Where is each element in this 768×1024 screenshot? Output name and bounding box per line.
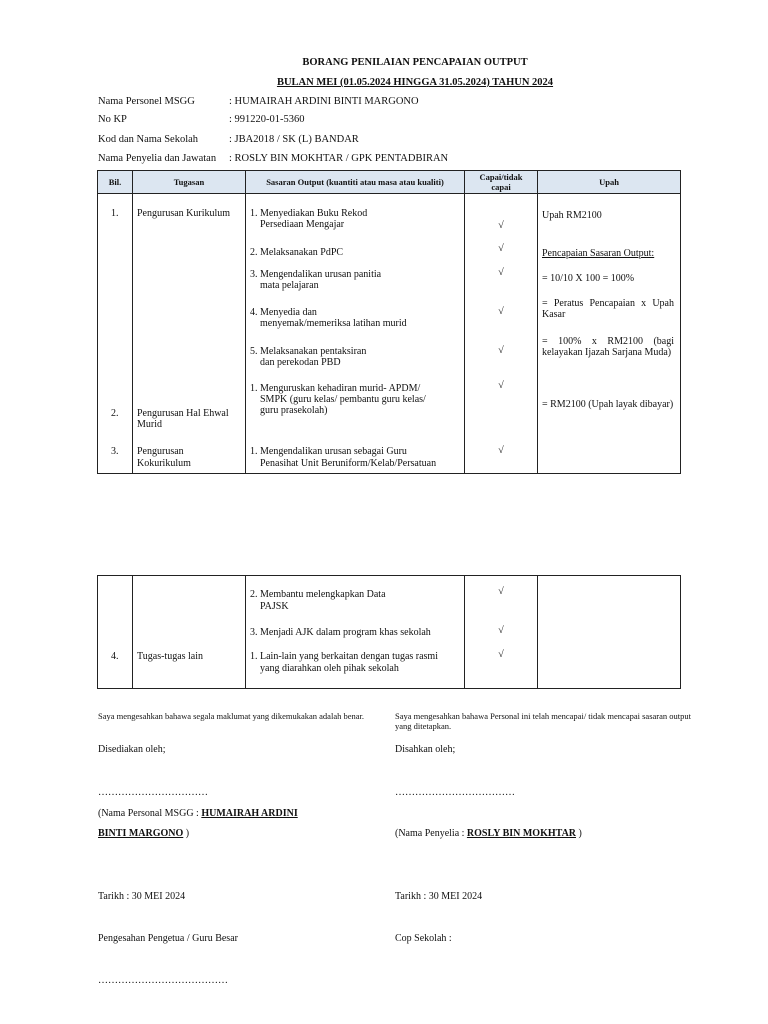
tugasan-column: Pengurusan Kurikulum Pengurusan Hal Ehwal Murid Pengurusan Kokurikulum bbox=[133, 194, 246, 474]
tugasan-column: Tugas-tugas lain bbox=[133, 576, 246, 689]
info-ic: No KP : 991220-01-5360 bbox=[98, 114, 305, 125]
school-stamp: Cop Sekolah : bbox=[395, 933, 452, 944]
upah-column bbox=[538, 576, 681, 689]
header-capai: Capai/tidak capai bbox=[465, 171, 538, 194]
personnel-name-line: (Nama Personal MSGG : HUMAIRAH ARDINI bbox=[98, 808, 298, 819]
form-title: BORANG PENILAIAN PENCAPAIAN OUTPUT bbox=[302, 57, 528, 68]
header-tugasan: Tugasan bbox=[133, 171, 246, 194]
date-right: Tarikh : 30 MEI 2024 bbox=[395, 891, 483, 902]
form-period: BULAN MEI (01.05.2024 HINGGA 31.05.2024) TAHUN 2024 bbox=[276, 77, 554, 88]
header-sasaran: Sasaran Output (kuantiti atau masa atau kualiti) bbox=[246, 171, 465, 194]
info-school: Kod dan Nama Sekolah : JBA2018 / SK (L) BANDAR bbox=[98, 134, 359, 145]
sasaran-column: 1. Menyediakan Buku Rekod Persediaan Mengajar 2. Melaksanakan PdPC 3. Mengendalikan urusan panitia mata pelajaran 4. Menyedia dan menyemak/memeriksa latihan murid 5. Melaksanakan pentaksiran dan perekodan PBD 1. Menguruskan kehadiran murid- APDM/ SMPK (guru kelas/ pembantu guru kelas/ guru prasekolah) 1. Mengendalikan urusan sebagai Guru Penasihat Unit Beruniform/Kelab/Persatuan bbox=[246, 194, 465, 474]
supervisor-name-line: (Nama Penyelia : ROSLY BIN MOKHTAR ) bbox=[395, 828, 582, 839]
signature-line-principal: ………………………………… bbox=[98, 975, 228, 986]
statement-left: Saya mengesahkan bahawa segala maklumat yang dikemukakan adalah benar. bbox=[98, 711, 364, 721]
header-bil: Bil. bbox=[98, 171, 133, 194]
date-left: Tarikh : 30 MEI 2024 bbox=[98, 891, 186, 902]
check-mark: √ bbox=[498, 243, 504, 254]
check-mark: √ bbox=[498, 220, 504, 231]
principal-approval: Pengesahan Pengetua / Guru Besar bbox=[98, 933, 238, 944]
capai-column bbox=[465, 194, 538, 474]
bil-column: 4. bbox=[98, 576, 133, 689]
check-mark: √ bbox=[498, 625, 504, 636]
check-mark: √ bbox=[498, 306, 504, 317]
check-mark: √ bbox=[498, 649, 504, 660]
check-mark: √ bbox=[498, 380, 504, 391]
statement-right: Saya mengesahkan bahawa Personal ini telah mencapai/ tidak mencapai sasaran output yang ditetapkan. bbox=[395, 711, 691, 731]
check-mark: √ bbox=[498, 345, 504, 356]
capai-column bbox=[465, 576, 538, 689]
info-name: Nama Personel MSGG : HUMAIRAH ARDINI BINTI MARGONO bbox=[98, 96, 419, 107]
output-table bbox=[97, 170, 681, 474]
personnel-name-line-2: BINTI MARGONO ) bbox=[98, 828, 190, 839]
check-mark: √ bbox=[498, 586, 504, 597]
check-mark: √ bbox=[498, 267, 504, 278]
sasaran-column: 2. Membantu melengkapkan Data PAJSK 3. Menjadi AJK dalam program khas sekolah 1. Lain-lain yang berkaitan dengan tugas rasmi yang diarahkan oleh pihak sekolah bbox=[246, 576, 465, 689]
upah-column: Upah RM2100 Pencapaian Sasaran Output: = 10/10 X 100 = 100% = Peratus Pencapaian x Upah Kasar = 100% x RM2100 (bagi kelayakan Ijazah Sarjana Muda) = RM2100 (Upah layak dibayar) bbox=[538, 194, 681, 474]
approved-by: Disahkan oleh; bbox=[395, 744, 456, 755]
prepared-by: Disediakan oleh; bbox=[98, 744, 166, 755]
header-upah: Upah bbox=[538, 171, 681, 194]
signature-line-left: …………………………… bbox=[98, 787, 208, 798]
output-table-continued bbox=[97, 575, 681, 689]
signature-line-right: ……………………………… bbox=[395, 787, 515, 798]
bil-column: 1. 2. 3. bbox=[98, 194, 133, 474]
check-mark: √ bbox=[498, 445, 504, 456]
info-supervisor: Nama Penyelia dan Jawatan : ROSLY BIN MOKHTAR / GPK PENTADBIRAN bbox=[98, 153, 449, 164]
